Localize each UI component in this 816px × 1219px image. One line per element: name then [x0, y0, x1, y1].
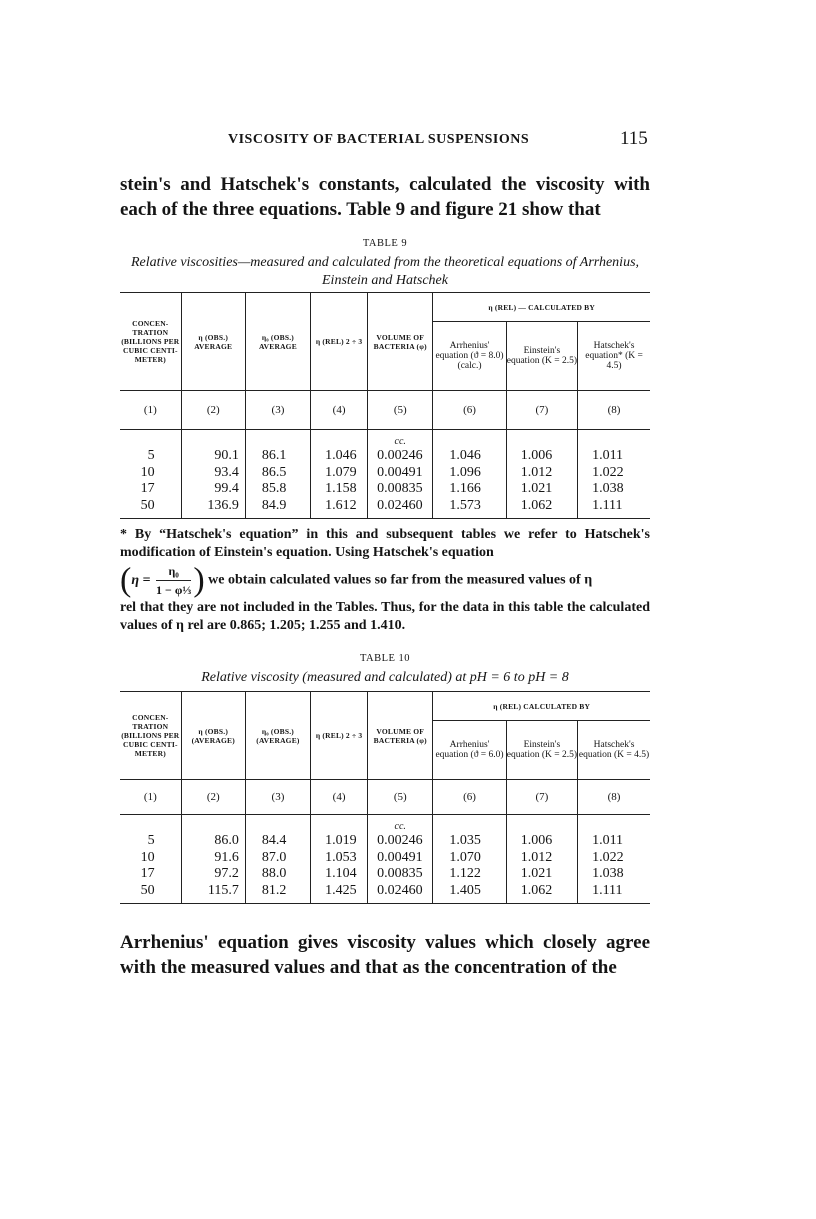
table10-cell: 10 — [140, 849, 155, 865]
table10-cell: 115.7 — [181, 883, 245, 904]
table10-cell: 1.011 — [578, 833, 650, 850]
table10-cell: 0.02460 — [368, 883, 433, 904]
table9-cell: 86.5 — [245, 465, 310, 482]
table10-caption: Relative viscosity (measured and calculated) at pH = 6 to pH = 8 — [201, 670, 569, 685]
table10-cell: 1.104 — [311, 866, 368, 883]
table9-cell: 1.038 — [578, 481, 650, 498]
page-number: 115 — [620, 128, 648, 149]
table10-cell: 50 — [140, 882, 155, 898]
table10-colnum-1: (1) — [143, 791, 157, 803]
table9-cell: 85.8 — [245, 481, 310, 498]
table9 — [120, 292, 650, 519]
table10-cell: 88.0 — [245, 866, 310, 883]
table9-header-rel: η (REL) 2 ÷ 3 — [311, 293, 368, 391]
closing-paragraph: Arrhenius' equation gives viscosity values which closely agree with the measured values and that as the concentration of the — [120, 932, 650, 978]
table9-cell: 1.012 — [506, 465, 577, 482]
intro-paragraph: stein's and Hatschek's constants, calculated the viscosity with each of the three equations. Table 9 and figure 21 show that — [120, 174, 650, 220]
table9-group-header: η (REL) — CALCULATED BY — [433, 293, 650, 322]
table10-cell: 17 — [140, 866, 155, 881]
table9-cell: 1.573 — [433, 498, 506, 519]
table10-cell: 1.006 — [506, 833, 577, 850]
table10-cell: 97.2 — [181, 866, 245, 883]
table10-cell: 0.00835 — [368, 866, 433, 883]
table10-cell: 0.00246 — [368, 833, 433, 850]
table10-colnum-6: (6) — [433, 780, 506, 815]
table10-cell: 1.019 — [311, 833, 368, 850]
table10-cell: 1.038 — [578, 866, 650, 883]
table9-cell: 1.021 — [506, 481, 577, 498]
table10-cell: 1.035 — [433, 833, 506, 850]
table9-cell: 0.00491 — [368, 465, 433, 482]
table9-cell: 1.079 — [311, 465, 368, 482]
table10-cell: 1.070 — [433, 850, 506, 867]
table9-cell: 0.02460 — [368, 498, 433, 519]
table9-cell: 1.158 — [311, 481, 368, 498]
table9-cell: 90.1 — [181, 448, 245, 465]
table9-header-concentration: CONCEN-TRATION (BILLIONS PER CUBIC CENTI-METER) — [121, 319, 180, 364]
table9-cell: 86.1 — [245, 448, 310, 465]
table-row — [120, 833, 650, 850]
equation-fraction — [156, 562, 191, 599]
table10-cell: 1.021 — [506, 866, 577, 883]
table9-cell: 1.166 — [433, 481, 506, 498]
footnote-part2: we obtain calculated values so far from the measured values of η — [208, 572, 593, 588]
table10-cell: 1.012 — [506, 850, 577, 867]
table9-header-obs: η (OBS.) AVERAGE — [181, 293, 245, 391]
table10-cell: 1.053 — [311, 850, 368, 867]
table9-cell: 5 — [147, 448, 155, 463]
table9-cell: 136.9 — [181, 498, 245, 519]
table-row — [120, 850, 650, 867]
table10-cell: 86.0 — [181, 833, 245, 850]
table9-colnum-5: (5) — [368, 391, 433, 430]
table9-cell: 17 — [140, 481, 155, 496]
table10-cell: 1.062 — [506, 883, 577, 904]
table10-colnum-5: (5) — [368, 780, 433, 815]
table10-header-obs0: η₀ (OBS.) (AVERAGE) — [245, 692, 310, 780]
table9-cell: 84.9 — [245, 498, 310, 519]
table9-colnum-4: (4) — [311, 391, 368, 430]
table9-cell: 0.00246 — [368, 448, 433, 465]
table9-header-arrhenius: Arrhenius' equation (ϑ = 8.0) (calc.) — [433, 322, 506, 391]
table9-colnum-3: (3) — [245, 391, 310, 430]
table10-cell: 91.6 — [181, 850, 245, 867]
table10-cell: 87.0 — [245, 850, 310, 867]
footnote-part3: rel that they are not included in the Tables. Thus, for the data in this table the calculated values of η rel are 0.865; 1.205; 1.255 and 1.410. — [120, 600, 650, 633]
table9-colnum-7: (7) — [506, 391, 577, 430]
equation-numerator: η₀ — [156, 562, 191, 581]
running-title: VISCOSITY OF BACTERIAL SUSPENSIONS — [228, 132, 530, 147]
table10-group-header: η (REL) CALCULATED BY — [433, 692, 650, 721]
table9-cell: 1.062 — [506, 498, 577, 519]
table10-header-obs: η (OBS.) (AVERAGE) — [181, 692, 245, 780]
table10-cell: 1.122 — [433, 866, 506, 883]
equation-lhs: η = — [131, 572, 151, 588]
footnote — [120, 526, 650, 635]
table10-cell: 1.405 — [433, 883, 506, 904]
table10-colnum-3: (3) — [245, 780, 310, 815]
table9-colnum-1: (1) — [143, 404, 157, 416]
table10-label: TABLE 10 — [359, 653, 411, 664]
table10-header-hatschek: Hatschek's equation (K = 4.5) — [578, 721, 650, 780]
table10-colnum-8: (8) — [578, 780, 650, 815]
table10-cell: 1.425 — [311, 883, 368, 904]
table10-cell: 84.4 — [245, 833, 310, 850]
table10-cell: 0.00491 — [368, 850, 433, 867]
table10-header-concentration: CONCEN-TRATION (BILLIONS PER CUBIC CENTI-METER) — [121, 713, 180, 758]
table9-header-volume: VOLUME OF BACTERIA (φ) — [368, 293, 433, 391]
table9-cell: 1.011 — [578, 448, 650, 465]
table9-caption: Relative viscosities—measured and calculated from the theoretical equations of Arrhenius, Einstein and Hatschek — [130, 255, 640, 288]
table10-header-einstein: Einstein's equation (K = 2.5) — [506, 721, 577, 780]
equation: (η = $\frac{\text{η₀}}{\text{1 − φ⅓}}$ ) — [120, 561, 205, 599]
table9-header-einstein: Einstein's equation (K = 2.5) — [506, 322, 577, 391]
table9-colnum-8: (8) — [578, 391, 650, 430]
table9-cell: 50 — [140, 497, 155, 513]
table9-cell: 1.046 — [433, 448, 506, 465]
table9-header-hatschek: Hatschek's equation* (K = 4.5) — [578, 322, 650, 391]
table9-colnum-6: (6) — [433, 391, 506, 430]
table10-unit: cc. — [368, 815, 433, 834]
table9-colnum-2: (2) — [181, 391, 245, 430]
equation-denominator: 1 − φ⅓ — [156, 583, 192, 597]
table9-cell: 1.046 — [311, 448, 368, 465]
table9-cell: 10 — [140, 464, 155, 480]
table10-header-volume: VOLUME OF BACTERIA (φ) — [368, 692, 433, 780]
table10-cell: 81.2 — [245, 883, 310, 904]
table10 — [120, 691, 650, 904]
table9-cell: 1.096 — [433, 465, 506, 482]
table-row — [120, 481, 650, 498]
table-row — [120, 883, 650, 904]
table9-cell: 1.612 — [311, 498, 368, 519]
table9-unit: cc. — [368, 430, 433, 449]
table-row — [120, 465, 650, 482]
table9-cell: 93.4 — [181, 465, 245, 482]
table10-header-rel: η (REL) 2 ÷ 3 — [311, 692, 368, 780]
table-row — [120, 448, 650, 465]
footnote-part1: * By “Hatschek's equation” in this and subsequent tables we refer to Hatschek's modification of Einstein's equation. Using Hatschek's equation — [120, 527, 650, 560]
table10-cell: 1.111 — [578, 883, 650, 904]
table-row — [120, 498, 650, 519]
table9-cell: 1.022 — [578, 465, 650, 482]
table10-colnum-7: (7) — [506, 780, 577, 815]
table9-cell: 1.006 — [506, 448, 577, 465]
table9-cell: 1.111 — [578, 498, 650, 519]
table10-header-arrhenius: Arrhenius' equation (ϑ = 6.0) — [433, 721, 506, 780]
table9-label: TABLE 9 — [362, 238, 408, 249]
table9-cell: 0.00835 — [368, 481, 433, 498]
table10-colnum-4: (4) — [311, 780, 368, 815]
table-row — [120, 866, 650, 883]
table9-header-obs0: η₀ (OBS.) AVERAGE — [245, 293, 310, 391]
table9-cell: 99.4 — [181, 481, 245, 498]
table10-colnum-2: (2) — [181, 780, 245, 815]
table10-cell: 1.022 — [578, 850, 650, 867]
table10-cell: 5 — [147, 833, 155, 848]
